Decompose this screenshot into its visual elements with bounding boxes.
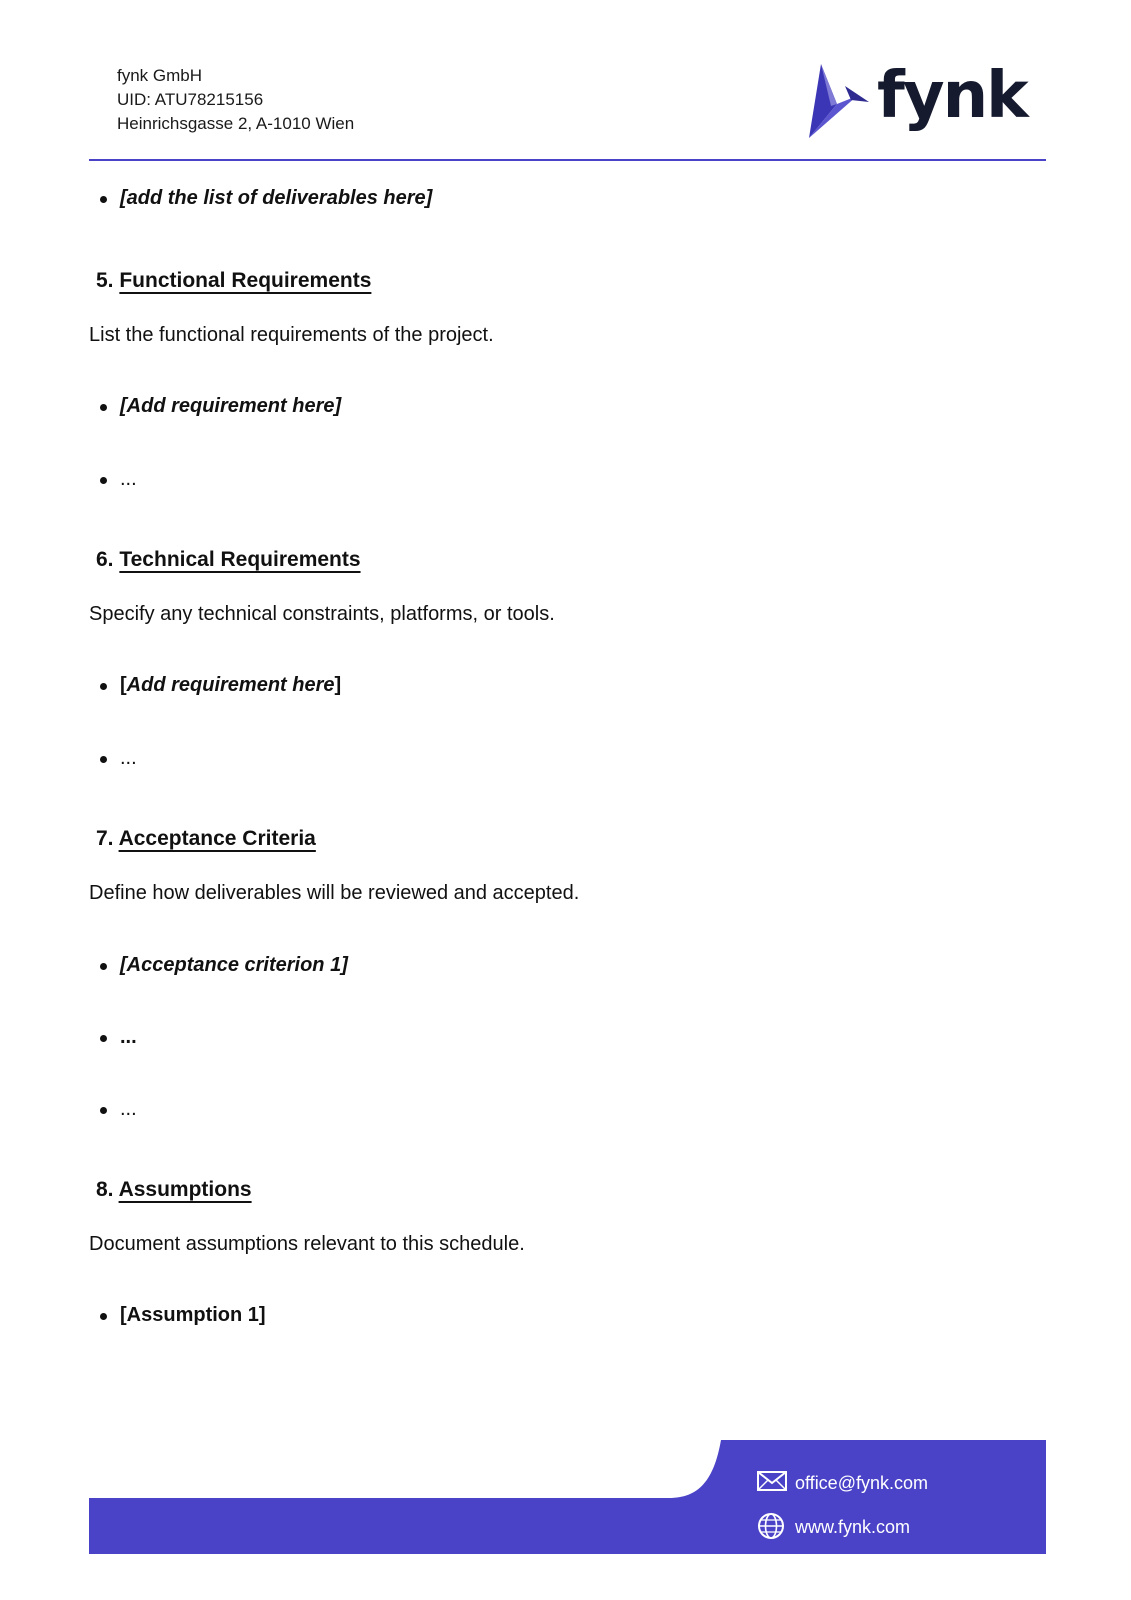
company-name: fynk GmbH bbox=[117, 66, 203, 85]
section-title: Technical Requirements bbox=[119, 548, 361, 571]
page-footer bbox=[89, 1440, 1046, 1554]
section-intro: Specify any technical constraints, platforms, or tools. bbox=[89, 603, 555, 625]
section-heading-5 bbox=[96, 267, 371, 295]
section-number: 7. bbox=[96, 827, 114, 850]
email-link[interactable]: office@fynk.com bbox=[795, 1473, 928, 1493]
ellipsis-text: ... bbox=[120, 1098, 137, 1120]
ellipsis-text: ... bbox=[120, 468, 137, 490]
requirement-text: Add requirement here bbox=[126, 674, 335, 696]
mail-icon bbox=[757, 1470, 787, 1492]
section-heading-7 bbox=[96, 825, 316, 853]
logo-wordmark: fynk bbox=[877, 59, 1027, 133]
bracket-close: ] bbox=[334, 674, 342, 696]
bullet-icon bbox=[100, 756, 107, 763]
deliverables-placeholder: [add the list of deliverables here] bbox=[120, 187, 433, 209]
section-title: Functional Requirements bbox=[119, 269, 372, 292]
section-number: 8. bbox=[96, 1178, 114, 1201]
company-address: Heinrichsgasse 2, A-1010 Wien bbox=[117, 114, 355, 133]
ellipsis-text: ... bbox=[120, 747, 137, 769]
bullet-icon bbox=[100, 963, 107, 970]
criterion-placeholder: [Acceptance criterion 1] bbox=[120, 954, 348, 976]
bullet-icon bbox=[100, 1313, 107, 1320]
company-uid: UID: ATU78215156 bbox=[117, 90, 264, 109]
section-intro: Document assumptions relevant to this schedule. bbox=[89, 1233, 525, 1255]
section-heading-6 bbox=[96, 546, 361, 574]
globe-icon bbox=[757, 1512, 785, 1540]
website-link[interactable]: www.fynk.com bbox=[795, 1517, 911, 1537]
bullet-icon bbox=[100, 1107, 107, 1114]
bullet-icon bbox=[100, 477, 107, 484]
bullet-icon bbox=[100, 683, 107, 690]
requirement-placeholder: [Add requirement here] bbox=[120, 395, 342, 417]
bullet-icon bbox=[100, 1035, 107, 1042]
section-heading-8 bbox=[96, 1176, 252, 1204]
section-number: 5. bbox=[96, 269, 114, 292]
bullet-icon bbox=[100, 196, 107, 203]
assumption-placeholder: [Assumption 1] bbox=[120, 1304, 266, 1326]
bracket-open: [ bbox=[120, 674, 127, 696]
section-title: Assumptions bbox=[118, 1178, 252, 1201]
bullet-icon bbox=[100, 404, 107, 411]
ellipsis-text: ... bbox=[120, 1026, 137, 1048]
section-title: Acceptance Criteria bbox=[118, 827, 316, 850]
section-number: 6. bbox=[96, 548, 114, 571]
requirement-placeholder bbox=[120, 672, 341, 698]
section-intro: Define how deliverables will be reviewed and accepted. bbox=[89, 882, 580, 904]
section-intro: List the functional requirements of the project. bbox=[89, 324, 494, 346]
